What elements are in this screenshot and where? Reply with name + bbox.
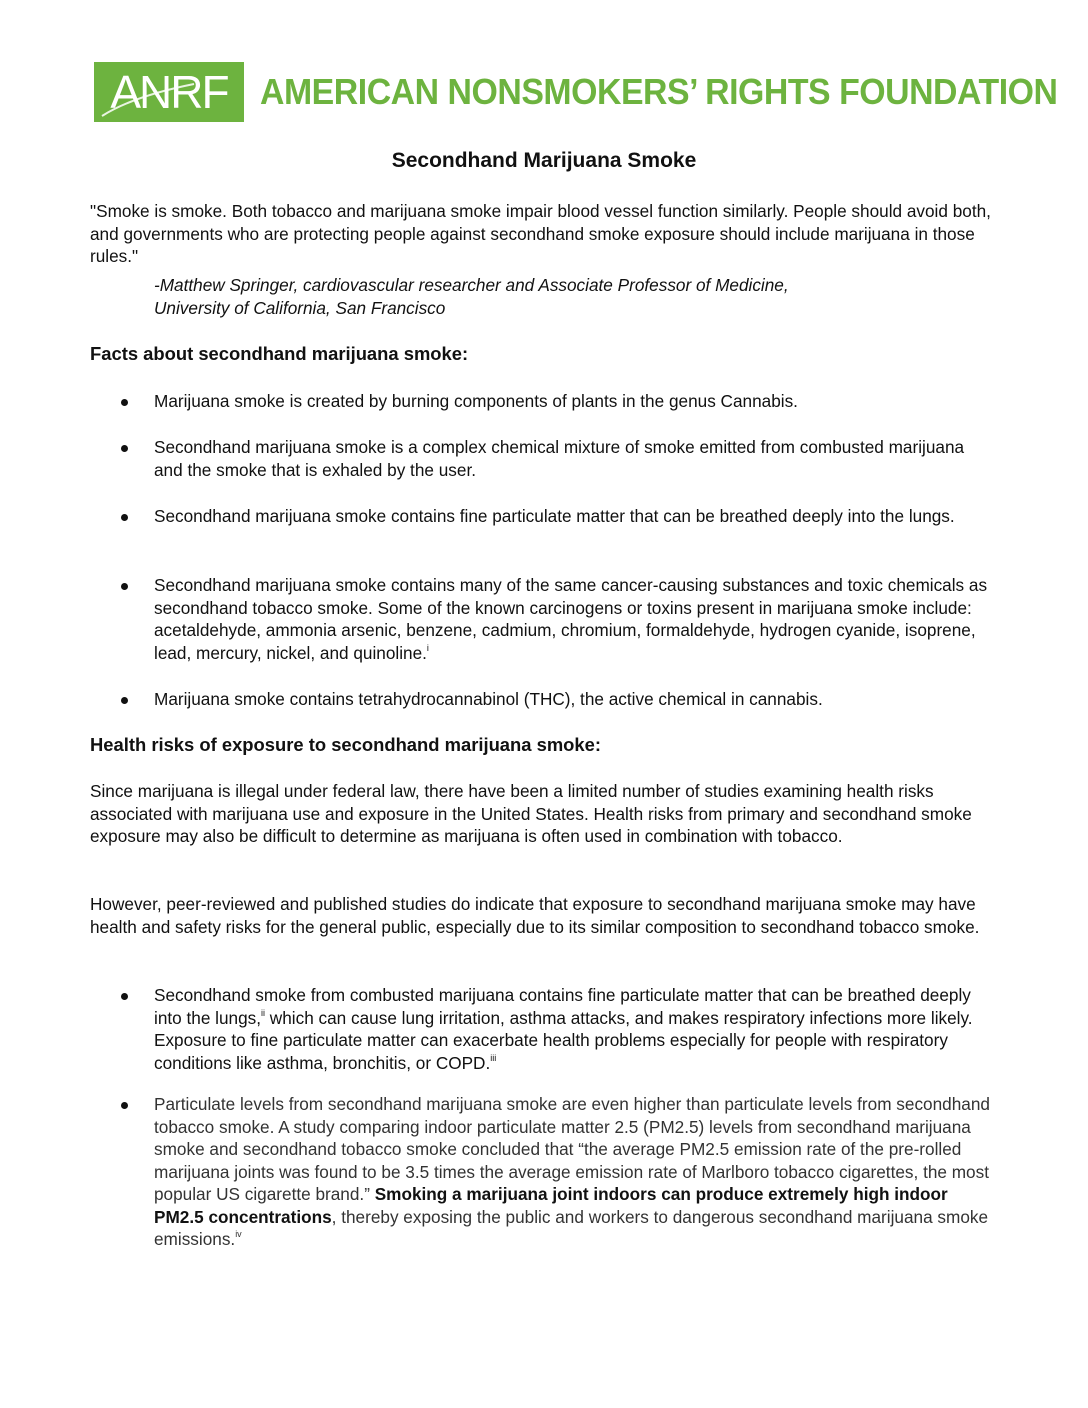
- health-paragraph-2: However, peer-reviewed and published studies do indicate that exposure to secondhand marijuana smoke may have health and safety risks for the general public, especially due to its similar composition to secondhand tobacco smoke.: [90, 894, 980, 937]
- bullet-icon: [121, 445, 128, 452]
- list-item-body: Secondhand marijuana smoke contains many of the same cancer-causing substances and toxic chemicals as secondhand tobacco smoke. Some of the known carcinogens or toxins present in marijuana smoke include: acetaldehyde, ammonia arsenic, benzene, cadmium, chromium, formaldehyde, hydrogen cyanide, isoprene, lead, mercury, nickel, and quinoline.: [154, 575, 988, 663]
- list-item-text: Secondhand marijuana smoke contains fine particulate matter that can be breathed deeply into the lungs.: [154, 506, 955, 526]
- list-item-text: [154, 984, 994, 1074]
- quote-attribution: [154, 274, 994, 319]
- attribution-line-2: University of California, San Francisco: [154, 297, 446, 318]
- logo-text: ANRF: [110, 66, 228, 118]
- page-title: Secondhand Marijuana Smoke: [391, 149, 697, 172]
- text-part: , thereby exposing the public and workers to dangerous secondhand marijuana smoke emissions.: [154, 1206, 989, 1249]
- anrf-logo: [94, 62, 244, 122]
- organization-name: AMERICAN NONSMOKERS’ RIGHTS FOUNDATION: [260, 71, 1058, 112]
- bullet-icon: [121, 583, 128, 590]
- bold-emphasis: Smoking a marijuana joint indoors can produce extremely high indoor PM2.5 concentrations: [154, 1184, 948, 1227]
- text-part: Particulate levels from secondhand marijuana smoke are even higher than particulate levels from secondhand tobacco smoke. A study comparing indoor particulate matter 2.5 (PM2.5) levels from secondhand marijuana smoke and secondhand tobacco smoke concluded that “the average PM2.5 emission rate of the pre-rolled marijuana joints was found to be 3.5 times the average emission rate of Marlboro tobacco cigarettes, the most popular US cigarette brand.”: [154, 1094, 990, 1204]
- list-item-text: [154, 574, 994, 664]
- list-item-text: [154, 1093, 994, 1251]
- health-heading: Health risks of exposure to secondhand marijuana smoke:: [90, 734, 601, 755]
- attribution-line-1: -Matthew Springer, cardiovascular researcher and Associate Professor of Medicine,: [154, 275, 789, 295]
- bullet-icon: [121, 399, 128, 406]
- text-part: Secondhand smoke from combusted marijuana contains fine particulate matter that can be breathed deeply into the lungs,: [154, 985, 971, 1028]
- bullet-icon: [121, 697, 128, 704]
- text-part: which can cause lung irritation, asthma attacks, and makes respiratory infections more likely. Exposure to fine particulate matter can exacerbate health problems especially for people with respiratory conditions like asthma, bronchitis, or COPD.: [154, 1007, 973, 1073]
- facts-heading: Facts about secondhand marijuana smoke:: [90, 343, 469, 364]
- health-paragraph-1: Since marijuana is illegal under federal law, there have been a limited number of studies examining health risks associated with marijuana use and exposure in the United States. Health risks from primary and secondhand smoke exposure may also be difficult to determine as marijuana is often used in combination with tobacco.: [90, 781, 972, 846]
- footnote-marker: iii: [490, 1052, 497, 1063]
- list-item-text: Secondhand marijuana smoke is a complex chemical mixture of smoke emitted from combusted marijuana and the smoke that is exhaled by the user.: [154, 437, 965, 480]
- list-item-text: Marijuana smoke is created by burning components of plants in the genus Cannabis.: [154, 391, 798, 411]
- bullet-icon: [121, 1102, 128, 1109]
- quote-text: "Smoke is smoke. Both tobacco and marijuana smoke impair blood vessel function similarly. People should avoid both, and governments who are protecting people against secondhand smoke exposure should include marijuana in those rules.": [90, 201, 991, 266]
- footnote-marker: iv: [235, 1229, 242, 1239]
- list-item-text: Marijuana smoke contains tetrahydrocannabinol (THC), the active chemical in cannabis.: [154, 689, 823, 709]
- bullet-icon: [121, 993, 128, 1000]
- footnote-marker: ii: [261, 1007, 266, 1018]
- header: [94, 62, 1058, 124]
- footnote-marker: i: [426, 642, 429, 653]
- bullet-icon: [121, 514, 128, 521]
